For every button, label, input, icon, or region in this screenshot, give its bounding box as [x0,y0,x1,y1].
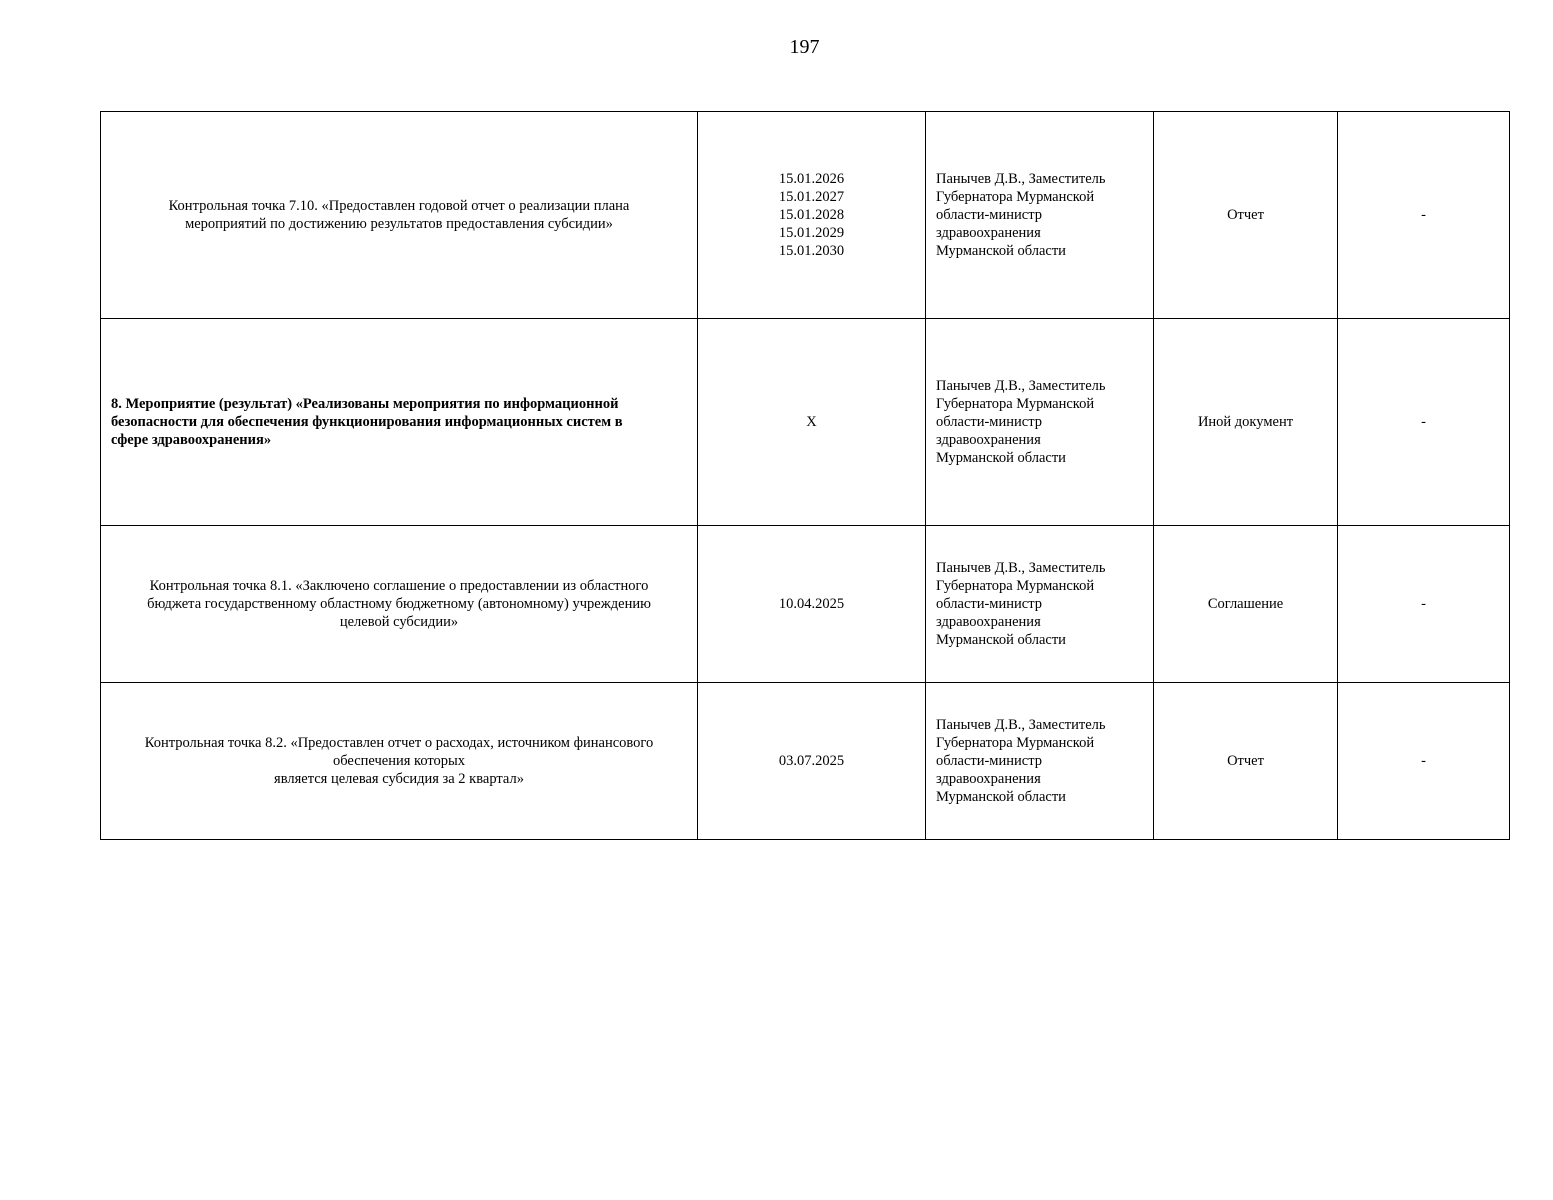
event-name-line: сфере здравоохранения» [111,432,272,448]
event-name-cell [101,683,698,840]
event-name-line: обеспечения которых [332,753,466,769]
document-type-cell: Соглашение [1154,526,1338,683]
responsible-line: здравоохранения [936,614,1041,630]
responsible-line: здравоохранения [936,432,1041,448]
note-cell: - [1338,112,1510,319]
responsible-cell [926,526,1154,683]
responsible-line: Губернатора Мурманской [936,578,1095,594]
responsible-line: области-министр [936,596,1042,612]
event-name-line: 8. Мероприятие (результат) «Реализованы мероприятия по информационной [111,396,619,412]
event-name-line: бюджета государственному областному бюджетному (автономному) учреждению [147,596,651,612]
deadline-cell [698,526,926,683]
table-row [101,526,1510,683]
event-name-line: Контрольная точка 7.10. «Предоставлен годовой отчет о реализации плана [168,198,630,214]
responsible-line: Мурманской области [936,632,1066,648]
responsible-line: Панычев Д.В., Заместитель [936,378,1106,394]
document-type-cell: Отчет [1154,112,1338,319]
note-cell: - [1338,526,1510,683]
responsible-line: здравоохранения [936,225,1041,241]
responsible-cell [926,112,1154,319]
event-name-line: безопасности для обеспечения функционирования информационных систем в [111,414,623,430]
responsible-line: области-министр [936,207,1042,223]
responsible-cell [926,683,1154,840]
document-type-cell: Отчет [1154,683,1338,840]
event-name-line: мероприятий по достижению результатов предоставления субсидии» [185,216,613,232]
table-row [101,683,1510,840]
deadline-cell [698,319,926,526]
note-cell: - [1338,319,1510,526]
deadline-cell [698,683,926,840]
deadline-date: 10.04.2025 [778,596,845,612]
table-row [101,112,1510,319]
document-type-cell: Иной документ [1154,319,1338,526]
responsible-line: Губернатора Мурманской [936,189,1095,205]
deadline-date: X [806,414,817,430]
page-number: 197 [789,36,820,58]
responsible-line: Панычев Д.В., Заместитель [936,171,1106,187]
note-cell: - [1338,683,1510,840]
event-name-line: Контрольная точка 8.2. «Предоставлен отчет о расходах, источником финансового [144,735,654,751]
deadline-date: 03.07.2025 [778,753,845,769]
responsible-line: Панычев Д.В., Заместитель [936,717,1106,733]
responsible-line: Губернатора Мурманской [936,735,1095,751]
deadline-date: 15.01.2029 [778,225,845,241]
responsible-line: Мурманской области [936,243,1066,259]
responsible-line: Губернатора Мурманской [936,396,1095,412]
event-name-line: Контрольная точка 8.1. «Заключено соглашение о предоставлении из областного [149,578,649,594]
event-name-cell [101,112,698,319]
responsible-line: Мурманской области [936,450,1066,466]
responsible-line: Панычев Д.В., Заместитель [936,560,1106,576]
responsible-line: здравоохранения [936,771,1041,787]
event-name-line: целевой субсидии» [339,614,459,630]
deadline-date: 15.01.2030 [778,243,845,259]
deadline-date: 15.01.2026 [778,171,845,187]
deadline-date: 15.01.2027 [778,189,845,205]
deadline-cell [698,112,926,319]
event-name-line: является целевая субсидия за 2 квартал» [274,771,524,787]
plan-table [100,111,1510,840]
responsible-line: области-министр [936,753,1042,769]
deadline-date: 15.01.2028 [778,207,845,223]
responsible-line: области-министр [936,414,1042,430]
responsible-cell [926,319,1154,526]
responsible-line: Мурманской области [936,789,1066,805]
table-row [101,319,1510,526]
event-name-cell [101,319,698,526]
event-name-cell [101,526,698,683]
